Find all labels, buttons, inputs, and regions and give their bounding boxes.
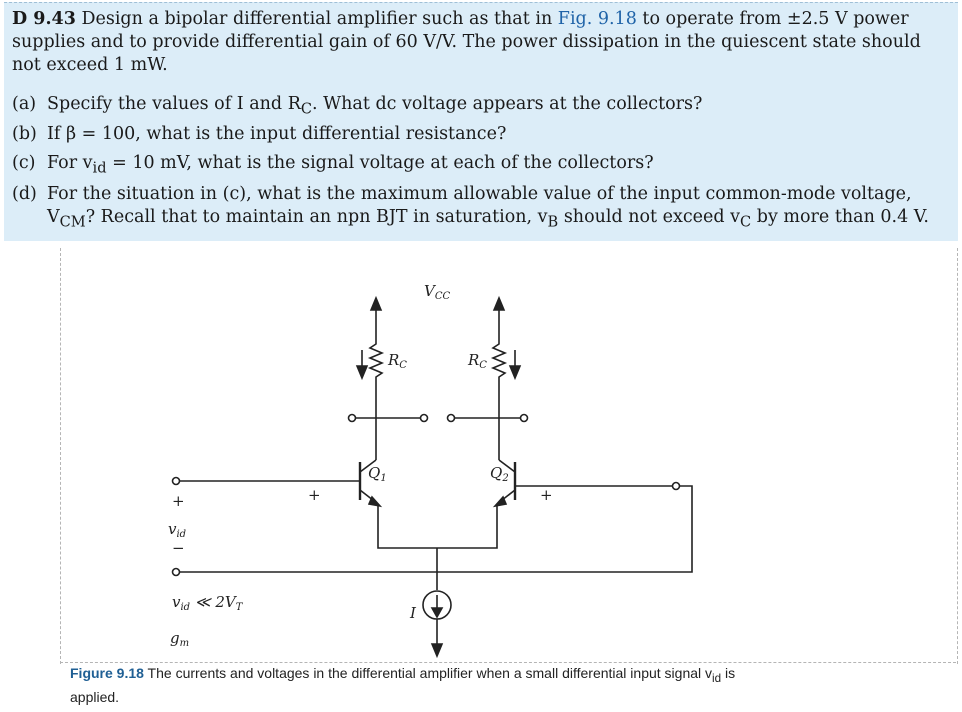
part-d-text: For the situation in (c), what is the maximum allowable value of the input common-mode voltage, — [47, 184, 912, 204]
input-plus-sign: + — [172, 492, 185, 510]
part-d-sub3: B — [547, 213, 559, 231]
vee-arrow — [432, 644, 442, 656]
vcc-left-arrow — [371, 298, 381, 310]
output-right-terminal[interactable] — [448, 415, 455, 422]
small-signal-condition: $v_{id}$ ≪ $2V_T$ — [172, 593, 243, 613]
part-a-sub: C — [300, 100, 313, 118]
rc-left-resistor — [370, 336, 382, 418]
current-source-arrow-head — [432, 608, 442, 617]
input-plus-terminal[interactable] — [173, 478, 180, 485]
caption-sub: id — [712, 671, 722, 685]
vid-label: $v_{id}$ — [168, 520, 187, 540]
part-d-sub2: CM — [59, 213, 86, 231]
part-a-text-1: Specify the values of I and R — [47, 94, 301, 114]
vbe1-plus: + — [308, 486, 321, 504]
emitter-node-wire — [378, 504, 497, 548]
part-d-t2a: V — [47, 207, 60, 227]
part-d-label: (d) — [12, 184, 37, 204]
part-c-text-1: For v — [47, 153, 93, 173]
caption-title: Figure 9.18 — [70, 665, 144, 681]
vbe2-plus: + — [540, 486, 553, 504]
part-d-t2c: should not exceed v — [558, 207, 741, 227]
caption-text: The currents and voltages in the differential amplifier when a small differential input signal v — [143, 665, 713, 681]
part-b-text: If β = 100, what is the input differential resistance? — [47, 124, 507, 144]
problem-line1-b: to operate from ±2.5 V power — [642, 9, 909, 29]
vcc-label: $V_{CC}$ — [424, 282, 451, 302]
figure-link[interactable]: Fig. 9.18 — [557, 9, 637, 29]
problem-line-2: supplies and to provide differential gain of 60 V/V. The power dissipation in the quiescent state should — [12, 32, 921, 52]
gm-label: $g_m$ — [170, 629, 190, 649]
problem-line1-a: Design a bipolar differential amplifier such as that in — [81, 9, 553, 29]
part-d-sub4: C — [740, 213, 752, 231]
q1-label: $Q_1$ — [368, 464, 387, 484]
current-source-label: I — [410, 604, 416, 622]
problem-line-3: not exceed 1 mW. — [12, 55, 168, 75]
part-c-text-2: = 10 mV, what is the signal voltage at each of the collectors? — [106, 153, 654, 173]
part-c-sub: id — [92, 159, 107, 177]
part-d-t2b: ? Recall that to maintain an npn BJT in saturation, v — [85, 207, 548, 227]
rc-left-label: $R_C$ — [388, 351, 407, 371]
collector-left-terminal[interactable] — [349, 415, 356, 422]
part-c-label: (c) — [12, 153, 36, 173]
caption-text-2: is — [721, 665, 736, 681]
part-a-text-2: . What dc voltage appears at the collectors? — [312, 94, 703, 114]
ground-return-wire — [180, 486, 692, 572]
caption-line-2: applied. — [70, 688, 120, 705]
vcc-right-arrow — [494, 298, 504, 310]
q2-label: $Q_2$ — [490, 464, 509, 484]
q2-base-terminal[interactable] — [673, 483, 680, 490]
collector-right-terminal[interactable] — [521, 415, 528, 422]
input-minus-sign: − — [172, 539, 185, 557]
input-minus-terminal[interactable] — [173, 569, 180, 576]
part-d-t2d: by more than 0.4 V. — [751, 207, 929, 227]
rc-right-resistor — [493, 336, 505, 418]
part-a-label: (a) — [12, 94, 37, 114]
current-arrow-left-head — [357, 366, 367, 378]
rc-right-label: $R_C$ — [468, 351, 487, 371]
part-b-label: (b) — [12, 124, 37, 144]
current-arrow-right-head — [510, 366, 520, 378]
figure-caption — [70, 664, 930, 707]
output-left-terminal[interactable] — [421, 415, 428, 422]
problem-number: D 9.43 — [12, 9, 76, 29]
